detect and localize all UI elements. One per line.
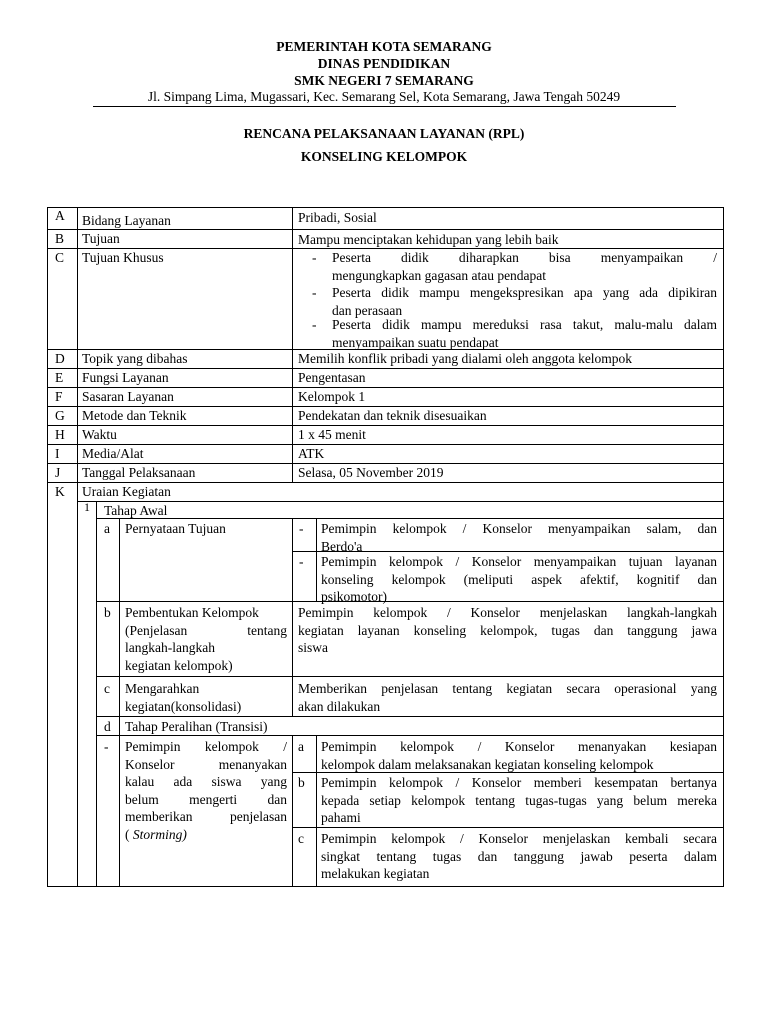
description-line: akan dilakukan <box>298 698 381 714</box>
description-line <box>125 826 287 844</box>
transition-label-divider <box>292 735 293 887</box>
row-separator <box>292 827 724 828</box>
document-subtitle: KONSELING KELOMPOK <box>300 149 468 164</box>
item-description <box>321 774 717 827</box>
item-label: Pernyataan Tujuan <box>125 521 226 536</box>
step-column-divider <box>96 501 97 887</box>
letterhead-rule <box>93 106 676 107</box>
row-value: Pribadi, Sosial <box>298 210 377 225</box>
list-bullet: - <box>104 739 109 754</box>
row-label: Media/Alat <box>82 446 144 461</box>
list-item <box>332 249 717 284</box>
item-description <box>321 520 717 555</box>
row-value: ATK <box>298 446 325 461</box>
description-line: Pemimpin kelompok / <box>125 739 287 754</box>
description-line: kepada setiap kelompok tentang tugas-tugas yang belum mereka <box>321 792 717 808</box>
item-label <box>125 604 287 674</box>
description-line: kegiatan layanan konseling kelompok, tugas dan tanggung jawa <box>298 622 717 638</box>
item-letter: c <box>104 681 110 696</box>
code-column-divider <box>77 207 78 887</box>
label-line: langkah-langkah <box>125 640 215 655</box>
row-separator <box>96 676 724 677</box>
row-code: D <box>55 351 65 366</box>
label-line: Pembentukan Kelompok <box>125 605 259 620</box>
row-code: B <box>55 231 65 246</box>
row-separator <box>96 716 724 717</box>
description-line: Pemimpin kelompok / Konselor menjelaskan kembali secara <box>321 831 717 846</box>
row-separator <box>77 501 724 502</box>
letterhead-department: DINAS PENDIDIKAN <box>317 56 451 71</box>
letterhead-address: Jl. Simpang Lima, Mugassari, Kec. Semarang Sel, Kota Semarang, Jawa Tengah 50249 <box>147 89 621 104</box>
row-label: Tanggal Pelaksanaan <box>82 465 196 480</box>
row-code: F <box>55 389 63 404</box>
document-title: RENCANA PELAKSANAAN LAYANAN (RPL) <box>243 126 525 141</box>
row-label: Tujuan <box>82 231 120 246</box>
item-label: Tahap Peralihan (Transisi) <box>125 719 268 734</box>
item-letter: b <box>104 605 111 620</box>
description-line: Pemimpin kelompok / Konselor menjelaskan langkah-langkah <box>298 605 717 620</box>
item-description <box>321 553 717 606</box>
list-bullet: - <box>312 285 317 300</box>
item-letter: d <box>104 719 111 734</box>
row-value: Memilih konflik pribadi yang dialami oleh anggota kelompok <box>298 351 633 366</box>
description-line: kelompok dalam melaksanakan kegiatan konseling kelompok <box>321 756 654 772</box>
row-code: C <box>55 250 65 265</box>
description-line: Berdo'a <box>321 538 363 554</box>
row-label: Fungsi Layanan <box>82 370 169 385</box>
description-line: memberikan penjelasan <box>125 809 287 824</box>
description-line: Pemimpin kelompok / Konselor menyampaikan tujuan layanan <box>321 554 717 569</box>
description-line: melakukan kegiatan <box>321 866 430 881</box>
item-letter: c <box>298 831 304 846</box>
description-line: konseling kelompok (meliputi aspek afektif, kognitif dan <box>321 571 717 587</box>
row-code: G <box>55 408 65 423</box>
row-value: Pengentasan <box>298 370 366 385</box>
row-label: Topik yang dibahas <box>82 351 188 366</box>
letter-column-divider <box>119 518 120 887</box>
item-description <box>298 680 717 715</box>
paren-open: ( <box>125 826 133 842</box>
list-item-line: dan perasaan <box>332 302 403 318</box>
list-bullet: - <box>299 521 304 536</box>
list-bullet: - <box>299 554 304 569</box>
description-line: siswa <box>298 640 328 655</box>
description-line: Memberikan penjelasan tentang kegiatan secara operasional yang <box>298 681 717 696</box>
table-border-bottom <box>47 886 724 887</box>
transition-letter-divider <box>316 735 317 887</box>
description-line: singkat tentang tugas dan tanggung jawab peserta dalam <box>321 848 717 864</box>
list-item <box>332 284 717 319</box>
row-label: Waktu <box>82 427 117 442</box>
row-label: Uraian Kegiatan <box>82 484 171 499</box>
row-label: Metode dan Teknik <box>82 408 187 423</box>
row-value: Selasa, 05 November 2019 <box>298 465 444 480</box>
dash-column-divider <box>316 518 317 601</box>
table-border-top <box>47 207 724 208</box>
description-line: pahami <box>321 810 361 825</box>
description-line: Pemimpin kelompok / Konselor menanyakan kesiapan <box>321 739 717 754</box>
step-label: Tahap Awal <box>104 503 168 518</box>
row-code: I <box>55 446 60 461</box>
row-code: H <box>55 427 65 442</box>
list-item-line: Peserta didik mampu mengekspresikan apa yang ada dipikiran <box>332 285 717 300</box>
description-line: kalau ada siswa yang <box>125 774 287 789</box>
description-line: Pemimpin kelompok / Konselor menyampaikan salam, dan <box>321 521 717 536</box>
item-description <box>298 604 717 657</box>
item-letter: a <box>298 739 304 754</box>
list-item-line: Peserta didik mampu mereduksi rasa takut, malu-malu dalam <box>332 317 717 332</box>
row-separator <box>47 444 724 445</box>
row-value: Mampu menciptakan kehidupan yang lebih baik <box>298 232 559 247</box>
label-line: Mengarahkan <box>125 681 200 696</box>
row-value: 1 x 45 menit <box>298 427 366 442</box>
item-letter: b <box>298 775 305 790</box>
table-border-right <box>723 207 724 887</box>
list-bullet: - <box>312 317 317 332</box>
item-description <box>321 738 717 773</box>
storming-term: Storming) <box>132 826 187 842</box>
sub-label-column-divider <box>292 518 293 716</box>
list-bullet: - <box>312 250 317 265</box>
row-value: Kelompok 1 <box>298 389 366 404</box>
item-letter: a <box>104 521 110 536</box>
list-item-line: menyampaikan suatu pendapat <box>332 334 499 350</box>
transition-description <box>125 738 287 843</box>
label-line: kegiatan(konsolidasi) <box>125 698 242 714</box>
row-label: Tujuan Khusus <box>82 250 164 265</box>
description-line: psikomotor) <box>321 589 387 604</box>
list-item-line: mengungkapkan gagasan atau pendapat <box>332 267 547 283</box>
row-code: E <box>55 370 64 385</box>
description-line: Konselor menanyakan <box>125 756 287 772</box>
item-description <box>321 830 717 883</box>
item-label <box>125 680 287 715</box>
row-label: Sasaran Layanan <box>82 389 174 404</box>
description-line: Pemimpin kelompok / Konselor memberi kesempatan bertanya <box>321 775 717 790</box>
row-code: J <box>55 465 61 480</box>
row-separator <box>96 735 724 736</box>
letterhead-school: SMK NEGERI 7 SEMARANG <box>294 73 474 88</box>
row-separator <box>47 229 724 230</box>
letterhead-government: PEMERINTAH KOTA SEMARANG <box>276 39 492 54</box>
row-separator <box>96 518 724 519</box>
table-border-left <box>47 207 48 887</box>
label-line: kegiatan kelompok) <box>125 657 233 673</box>
row-separator <box>47 425 724 426</box>
description-line: belum mengerti dan <box>125 791 287 807</box>
row-label: Bidang Layanan <box>82 213 171 228</box>
list-item-line: Peserta didik diharapkan bisa menyampaikan / <box>332 250 717 265</box>
row-value: Pendekatan dan teknik disesuaikan <box>298 408 487 423</box>
row-code: K <box>55 484 65 499</box>
row-code: A <box>55 208 65 223</box>
label-line: (Penjelasan tentang <box>125 622 287 638</box>
step-number: 1 <box>84 500 90 514</box>
list-item <box>332 316 717 351</box>
